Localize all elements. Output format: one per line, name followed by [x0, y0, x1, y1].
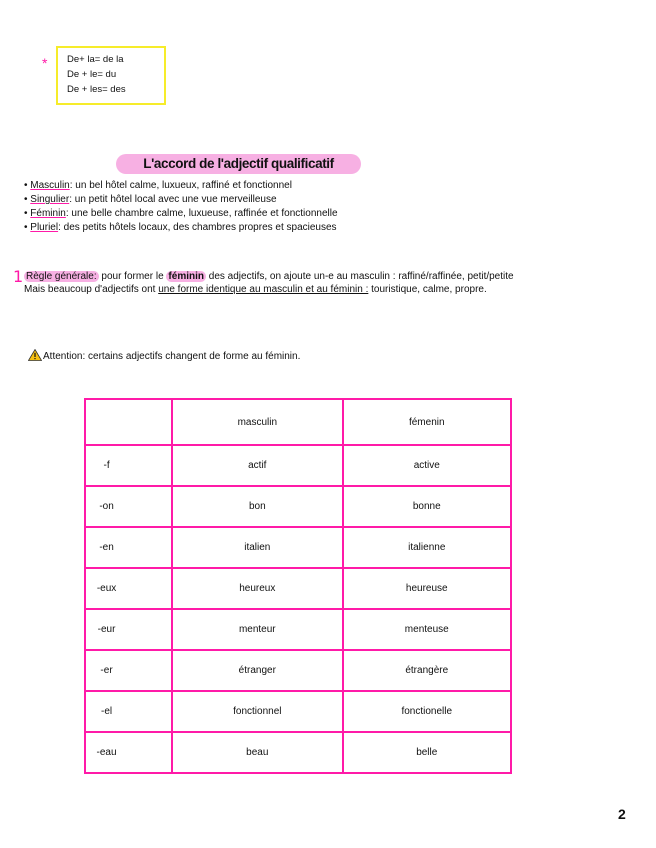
rule-label: Règle générale: — [26, 271, 97, 282]
ending-cell: -eur — [85, 609, 172, 650]
note-line: De + les= des — [67, 84, 126, 95]
rule-text: des adjectifs, on ajoute un-e au masculin : raffiné/raffinée, petit/petite — [205, 271, 514, 282]
ending-cell: -en — [85, 527, 172, 568]
rule-number: 1 — [13, 267, 24, 286]
masculine-cell: bon — [172, 486, 342, 527]
contraction-note-box — [56, 46, 166, 105]
ending-cell: -eux — [85, 568, 172, 609]
ending-cell: -el — [85, 691, 172, 732]
ending-cell: -on — [85, 486, 172, 527]
ending-cell: -f — [85, 445, 172, 486]
rule-underlined-text: une forme identique au masculin et au féminin : — [158, 284, 369, 295]
masculine-cell: italien — [172, 527, 342, 568]
example-bullet-list — [24, 179, 624, 235]
masculine-cell: étranger — [172, 650, 342, 691]
table-header-cell: masculin — [172, 399, 342, 445]
adjective-endings-table — [84, 398, 512, 774]
feminine-cell: fonctionelle — [343, 691, 511, 732]
bullet-text: : une belle chambre calme, luxueuse, raffinée et fonctionnelle — [65, 208, 338, 219]
page-number: 2 — [618, 806, 626, 822]
table-header-cell: fémenin — [343, 399, 511, 445]
bullet-text: : des petits hôtels locaux, des chambres propres et spacieuses — [58, 222, 337, 233]
table-row — [85, 445, 511, 486]
table-row — [85, 650, 511, 691]
list-item: • Singulier: un petit hôtel local avec une vue merveilleuse — [24, 194, 277, 205]
rule-text: touristique, calme, propre. — [368, 284, 487, 295]
masculine-cell: beau — [172, 732, 342, 773]
table-header-cell — [85, 399, 172, 445]
table-row — [85, 609, 511, 650]
feminine-cell: heureuse — [343, 568, 511, 609]
bullet-keyword: Féminin — [30, 208, 66, 219]
rule-bold-word: féminin — [168, 271, 204, 282]
bullet-keyword: Singulier — [30, 194, 70, 205]
feminine-cell: menteuse — [343, 609, 511, 650]
masculine-cell: fonctionnel — [172, 691, 342, 732]
rule-text: pour former le — [98, 271, 167, 282]
feminine-cell: belle — [343, 732, 511, 773]
table-row — [85, 568, 511, 609]
rule-text: Mais beaucoup d'adjectifs ont — [24, 284, 159, 295]
note-line: De + le= du — [67, 69, 117, 80]
note-line: De+ la= de la — [67, 54, 124, 65]
list-item: • Masculin: un bel hôtel calme, luxueux, raffiné et fonctionnel — [24, 180, 292, 191]
warning-icon — [28, 349, 42, 361]
star-mark: * — [42, 55, 48, 71]
table-header-row — [85, 399, 511, 445]
feminine-cell: bonne — [343, 486, 511, 527]
table-row — [85, 527, 511, 568]
table-row — [85, 691, 511, 732]
masculine-cell: menteur — [172, 609, 342, 650]
table-row — [85, 486, 511, 527]
bullet-text: : un petit hôtel local avec une vue merveilleuse — [69, 194, 277, 205]
attention-text: Attention: certains adjectifs changent de forme au féminin. — [43, 351, 301, 362]
general-rule-paragraph — [24, 270, 594, 296]
masculine-cell: actif — [172, 445, 342, 486]
list-item: • Pluriel: des petits hôtels locaux, des chambres propres et spacieuses — [24, 222, 337, 233]
feminine-cell: étrangère — [343, 650, 511, 691]
bullet-keyword: Pluriel — [30, 222, 59, 233]
ending-cell: -er — [85, 650, 172, 691]
feminine-cell: italienne — [343, 527, 511, 568]
ending-cell: -eau — [85, 732, 172, 773]
masculine-cell: heureux — [172, 568, 342, 609]
attention-note — [28, 349, 300, 363]
feminine-cell: active — [343, 445, 511, 486]
bullet-text: : un bel hôtel calme, luxueux, raffiné et fonctionnel — [69, 180, 292, 191]
table-row — [85, 732, 511, 773]
list-item: • Féminin: une belle chambre calme, luxueuse, raffinée et fonctionnelle — [24, 208, 338, 219]
bullet-keyword: Masculin — [30, 180, 70, 191]
page-title: L'accord de l'adjectif qualificatif — [116, 154, 361, 174]
